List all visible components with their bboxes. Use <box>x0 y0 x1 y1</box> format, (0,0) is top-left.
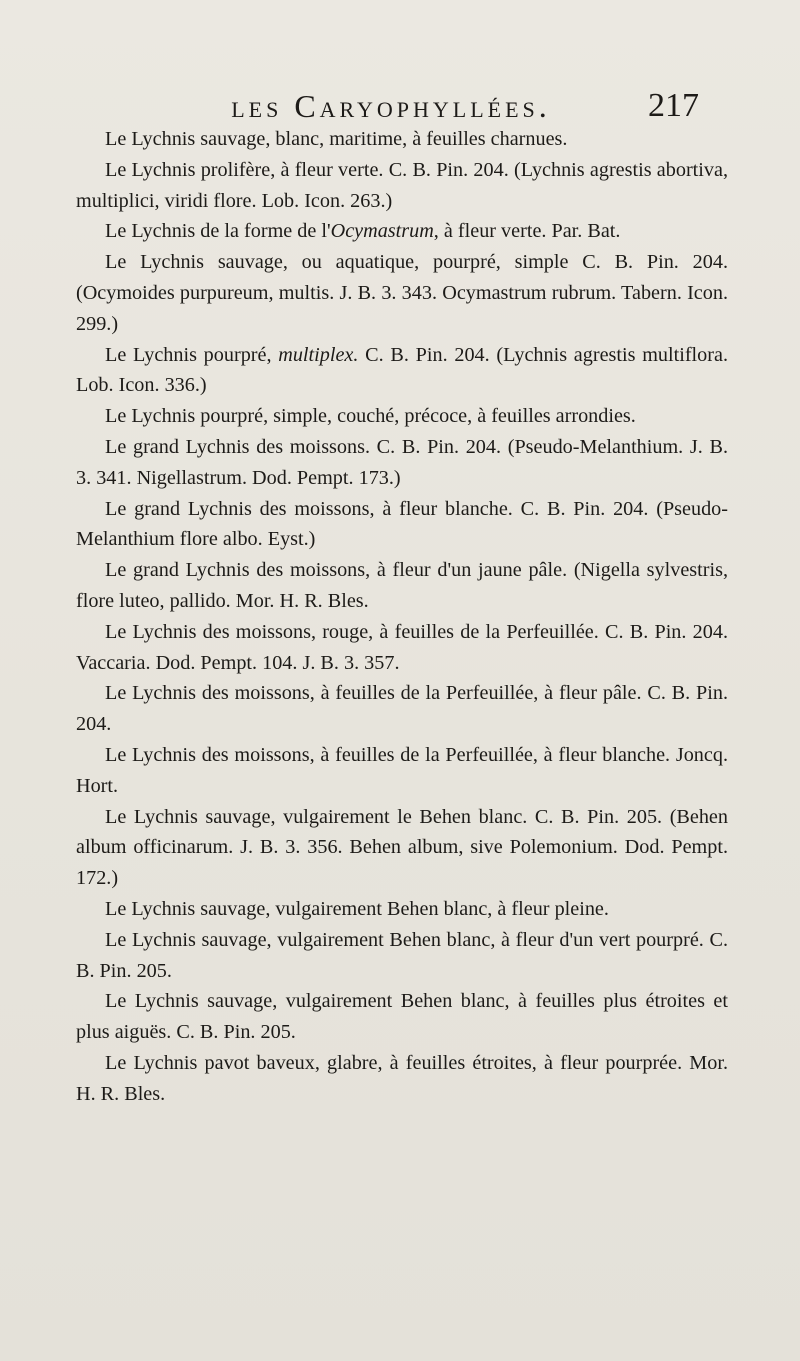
entry: Le Lychnis pourpré, simple, couché, précoce, à feuilles arrondies. <box>105 405 636 428</box>
running-head: les Caryophyllées. <box>231 88 551 124</box>
entry: Le Lychnis prolifère, à fleur verte. C. B. Pin. 204. (Lychnis agrestis abortiva, multiplici, viridi flore. Lob. Icon. 263.) <box>76 158 728 212</box>
entry: Le grand Lychnis des moissons, à fleur d'un jaune pâle. (Nigella sylvestris, flore luteo, pallido. Mor. H. R. Bles. <box>76 559 728 612</box>
entry: Le Lychnis sauvage, vulgairement Behen blanc, à feuilles plus étroites et plus aiguës. C. B. Pin. 205. <box>76 990 728 1044</box>
entry: Le Lychnis sauvage, vulgairement le Behen blanc. C. B. Pin. 205. (Behen album officinarum. J. B. 3. 356. Behen album, sive Polemonium. Dod. Pempt. 172.) <box>76 805 728 890</box>
entry: Le Lychnis des moissons, à feuilles de la Perfeuillée, à fleur pâle. C. B. Pin. 204. <box>76 682 728 736</box>
entry-text: , à fleur verte. Par. Bat. <box>433 220 621 243</box>
entry: Le Lychnis sauvage, vulgairement Behen blanc, à fleur pleine. <box>105 897 609 920</box>
entry-text: Le Lychnis pourpré, <box>105 343 279 366</box>
entry: Le grand Lychnis des moissons, à fleur blanche. C. B. Pin. 204. (Pseudo-Melanthium flore albo. Eyst.) <box>76 497 728 551</box>
entry-italic: multiplex. <box>278 343 359 366</box>
entry: Le grand Lychnis des moissons. C. B. Pin. 204. (Pseudo-Melanthium. J. B. 3. 341. Nigellastrum. Dod. Pempt. 173.) <box>76 435 728 489</box>
entry: Le Lychnis des moissons, rouge, à feuilles de la Perfeuillée. C. B. Pin. 204. Vaccaria. Dod. Pempt. 104. J. B. 3. 357. <box>76 620 728 674</box>
page-body <box>76 124 728 1110</box>
entry <box>76 340 728 402</box>
entry-text: Le Lychnis de la forme de l' <box>105 220 331 243</box>
entry: Le Lychnis pavot baveux, glabre, à feuilles étroites, à fleur pourprée. Mor. H. R. Bles. <box>76 1051 728 1105</box>
entry-text: C. B. Pin. 204. (Lychnis agrestis multiflora. Lob. Icon. 336.) <box>76 343 728 397</box>
entry-italic: Ocymastrum <box>330 220 434 243</box>
page-number: 217 <box>648 87 699 124</box>
entry: Le Lychnis sauvage, ou aquatique, pourpré, simple C. B. Pin. 204. (Ocymoides purpureum, multis. J. B. 3. 343. Ocymastrum rubrum. Tabern. Icon. 299.) <box>76 251 728 335</box>
entry: Le Lychnis sauvage, blanc, maritime, à feuilles charnues. <box>105 128 568 150</box>
page-header <box>0 84 800 128</box>
entry: Le Lychnis sauvage, vulgairement Behen blanc, à fleur d'un vert pourpré. C. B. Pin. 205. <box>76 928 728 982</box>
entry: Le Lychnis des moissons, à feuilles de la Perfeuillée, à fleur blanche. Joncq. Hort. <box>76 743 728 797</box>
entry <box>76 216 728 247</box>
